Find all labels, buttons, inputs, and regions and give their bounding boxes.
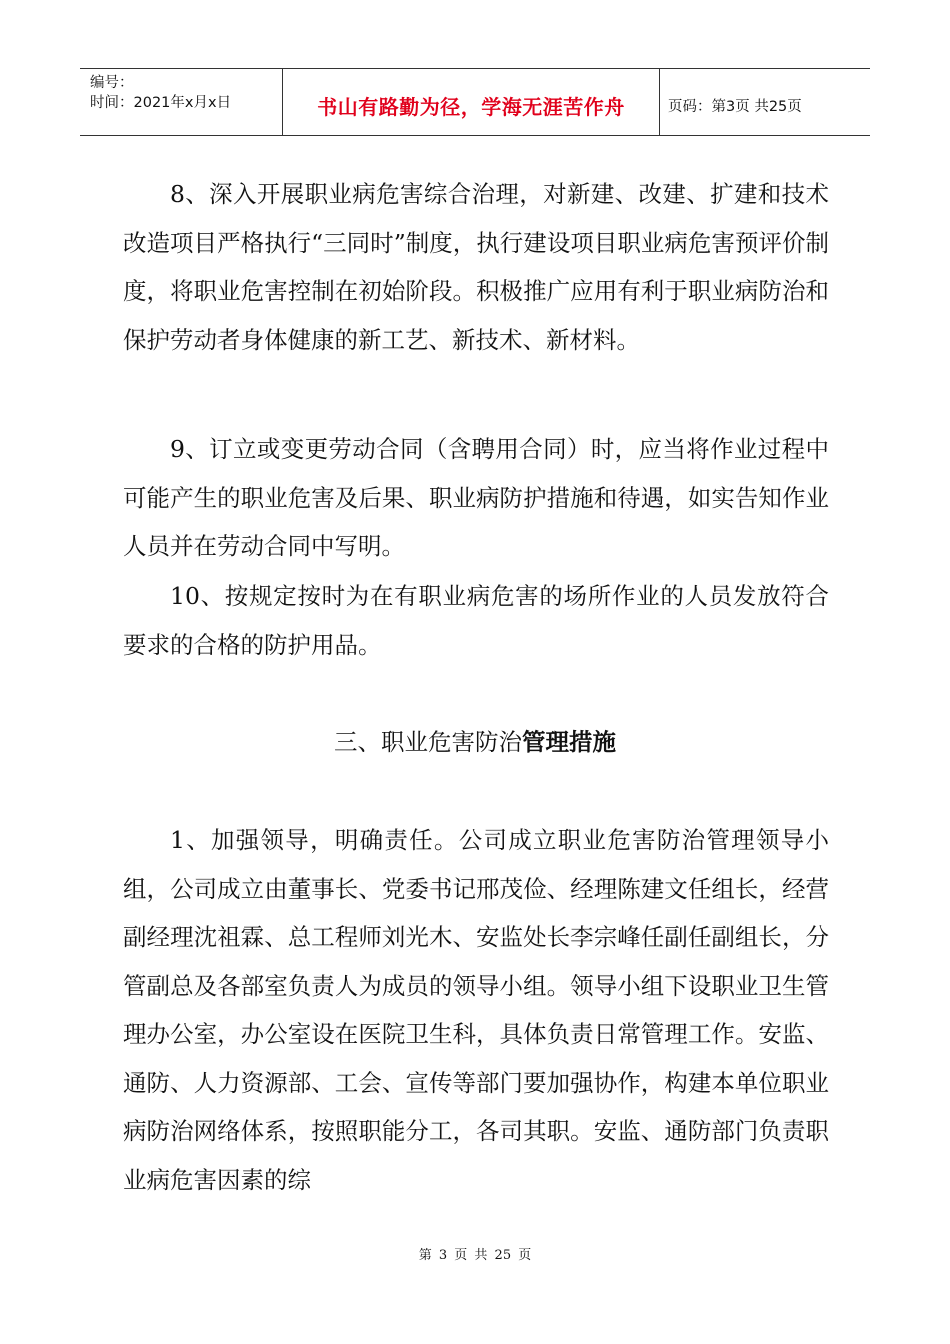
document-date-label: 时间：2021年x月x日 xyxy=(90,95,232,111)
paragraph-item-9 xyxy=(123,425,829,571)
paragraph-text: 10、按规定按时为在有职业病危害的场所作业的人员发放符合要求的合格的防护用品。 xyxy=(123,582,829,659)
header-meta-cell xyxy=(80,69,283,135)
section-heading xyxy=(0,722,950,762)
paragraph-item-8 xyxy=(123,170,829,364)
header-motto-cell xyxy=(283,69,660,135)
header-page-label: 页码：第3页 共25页 xyxy=(668,98,802,115)
document-header xyxy=(80,68,870,136)
section-heading-prefix: 三、职业危害防治 xyxy=(334,728,522,756)
section-heading-bold: 管理措施 xyxy=(522,728,616,756)
page-footer: 第 3 页 共 25 页 xyxy=(418,1248,532,1263)
document-number-label: 编号： xyxy=(90,75,134,91)
paragraph-text: 8、深入开展职业病危害综合治理，对新建、改建、扩建和技术改造项目严格执行“三同时”制度，执行建设项目职业病危害预评价制度，将职业危害控制在初始阶段。积极推广应用有利于职业病防治和保护劳动者身体健康的新工艺、新技术、新材料。 xyxy=(123,180,829,354)
header-page-cell xyxy=(660,69,870,135)
section-paragraph xyxy=(123,816,829,1204)
paragraph-text: 1、加强领导，明确责任。公司成立职业危害防治管理领导小组，公司成立由董事长、党委书记邢茂俭、经理陈建文任组长，经营副经理沈祖霖、总工程师刘光木、安监处长李宗峰任副任副组长，分管副总及各部室负责人为成员的领导小组。领导小组下设职业卫生管理办公室，办公室设在医院卫生科，具体负责日常管理工作。安监、通防、人力资源部、工会、宣传等部门要加强协作，构建本单位职业病防治网络体系，按照职能分工，各司其职。安监、通防部门负责职业病危害因素的综 xyxy=(123,826,829,1194)
paragraph-text: 9、订立或变更劳动合同（含聘用合同）时，应当将作业过程中可能产生的职业危害及后果、职业病防护措施和待遇，如实告知作业人员并在劳动合同中写明。 xyxy=(123,435,829,560)
header-motto: 书山有路勤为径，学海无涯苦作舟 xyxy=(317,94,625,119)
paragraph-item-10 xyxy=(123,572,829,669)
